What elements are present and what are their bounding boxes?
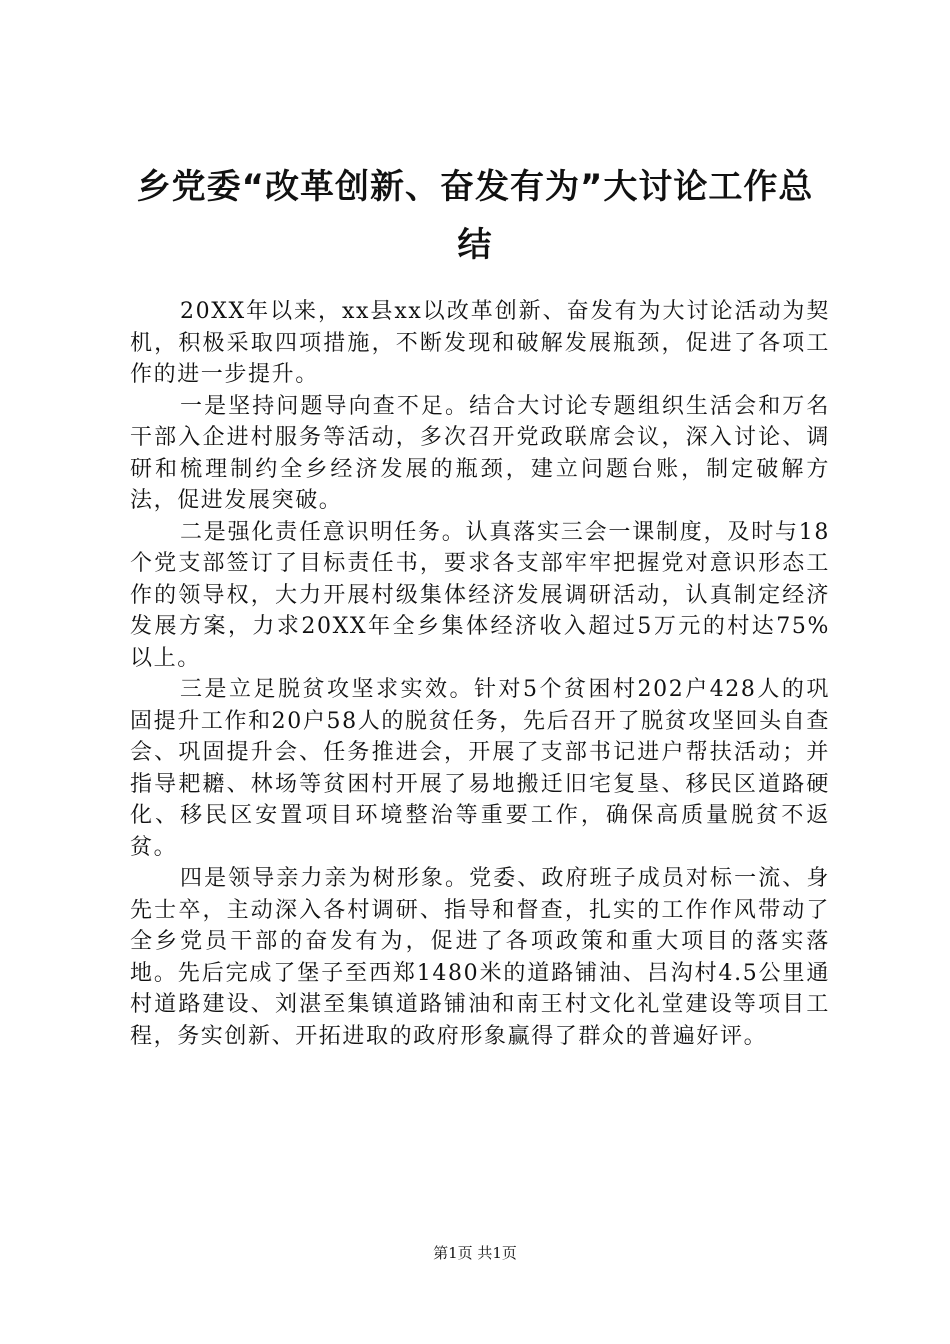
paragraph-measure-2: 二是强化责任意识明任务。认真落实三会一课制度，及时与18个党支部签订了目标责任书，要求各支部牢牢把握党对意识形态工作的领导权，大力开展村级集体经济发展调研活动，认真制定经济发展方案，力求20XX年全乡集体经济收入超过5万元的村达75%以上。 [130, 519, 830, 671]
page-footer: 第1页 共1页 [433, 1244, 517, 1262]
paragraph-measure-3: 三是立足脱贫攻坚求实效。针对5个贫困村202户428人的巩固提升工作和20户58人的脱贫任务，先后召开了脱贫攻坚回头自查会、巩固提升会、任务推进会，开展了支部书记进户帮扶活动；并指导耙耱、林场等贫困村开展了易地搬迁旧宅复垦、移民区道路硬化、移民区安置项目环境整治等重要工作，确保高质量脱贫不返贫。 [130, 677, 830, 860]
paragraph-measure-1: 一是坚持问题导向查不足。结合大讨论专题组织生活会和万名干部入企进村服务等活动，多次召开党政联席会议，深入讨论、调研和梳理制约全乡经济发展的瓶颈，建立问题台账，制定破解方法，促进发展突破。 [130, 393, 830, 513]
document-title: 乡党委“改革创新、奋发有为”大讨论工作总结 [136, 167, 814, 265]
paragraph-intro: 20XX年以来，xx县xx以改革创新、奋发有为大讨论活动为契机，积极采取四项措施，不断发现和破解发展瓶颈，促进了各项工作的进一步提升。 [130, 299, 830, 387]
document-body [130, 296, 830, 1052]
paragraph-measure-4: 四是领导亲力亲为树形象。党委、政府班子成员对标一流、身先士卒，主动深入各村调研、指导和督查，扎实的工作作风带动了全乡党员干部的奋发有为，促进了各项政策和重大项目的落实落地。先后完成了堡子至西郑1480米的道路铺油、吕沟村4.5公里通村道路建设、刘湛至集镇道路铺油和南王村文化礼堂建设等项目工程，务实创新、开拓进取的政府形象赢得了群众的普遍好评。 [130, 866, 830, 1049]
